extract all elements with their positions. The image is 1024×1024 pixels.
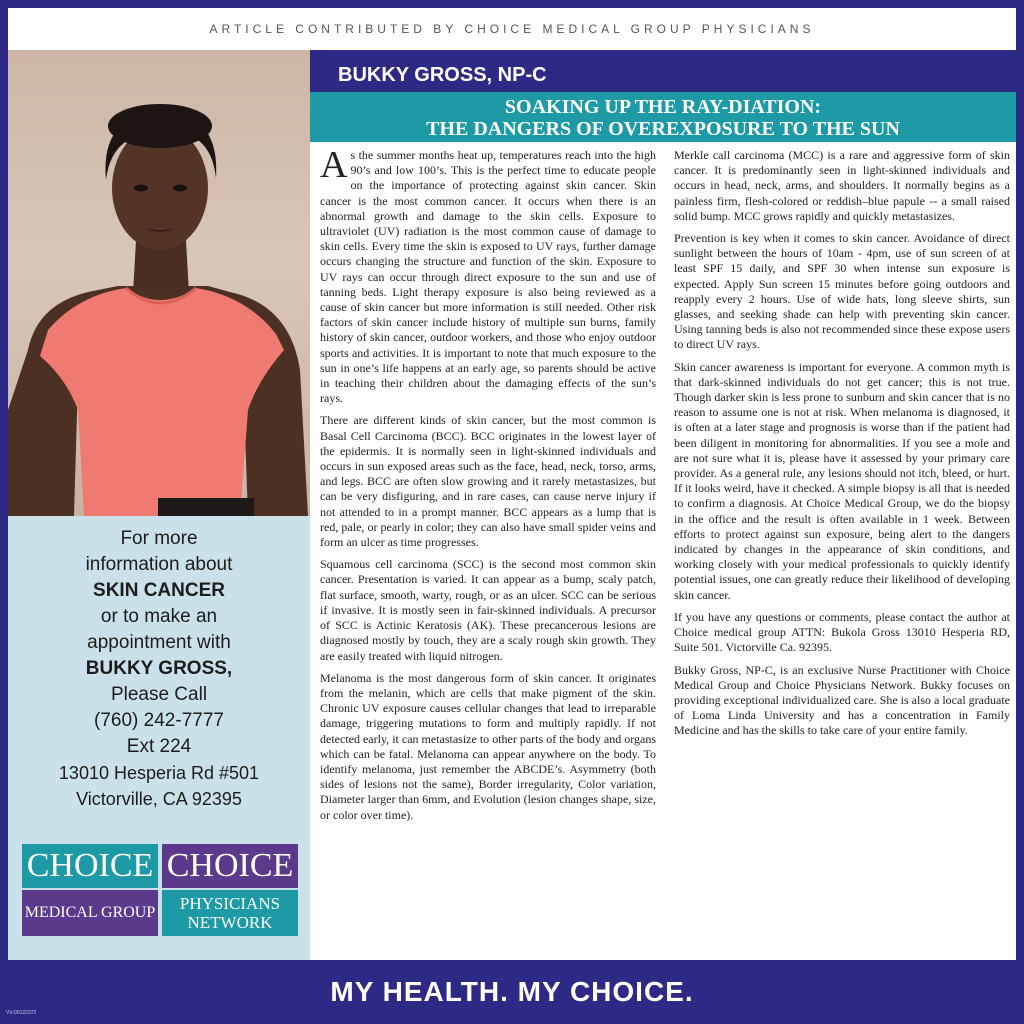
sidebar-line: Please Call [110, 684, 208, 705]
paragraph: If you have any questions or comments, please contact the author at Choice medical group ATTN: Bukola Gross 13010 Hesperia RD, Suite 501. Victorville Ca. 92395. [674, 609, 1010, 655]
phone-number[interactable]: (760) 242-7777 [94, 710, 224, 731]
author-name: BUKKY GROSS, NP-C [338, 63, 547, 86]
article-body [310, 142, 1016, 960]
ad-code: VV-00122372 [6, 1010, 37, 1016]
paragraph: Prevention is key when it comes to skin cancer. Avoidance of direct sunlight between the hours of 10am - 4pm, use of sun screen of at least SPF 15 daily, and SPF 30 when intense sun exposure is expected. Apply Sun screen 15 minutes before going outdoors and reapply every 2 hours. Use of wide hats, long sleeve shirts, sun glasses, and seeking shade can help with preventing skin cancer. Using tanning beds is also not recommended since these expose users to direct UV rays. [674, 231, 1010, 352]
physicians-text: PHYSICIANS [179, 894, 281, 913]
paragraph: Bukky Gross, NP-C, is an exclusive Nurse Practitioner with Choice Medical Group and Choice Physicians Network. Bukky focuses on providing exceptional individualized care. She is also a local graduate of Loma Linda University and has a concentration in Family Medicine and has the skills to take care of your entire family. [674, 662, 1010, 738]
sidebar-line: appointment with [87, 632, 231, 653]
physicians-network-logo [162, 890, 298, 936]
contributed-by-text: ARTICLE CONTRIBUTED BY CHOICE MEDICAL GROUP PHYSICIANS [209, 22, 815, 36]
sidebar-line: For more [120, 528, 198, 549]
contact-sidebar [8, 516, 310, 960]
header-banner [8, 8, 1016, 50]
article-title [310, 92, 1016, 142]
choice-medical-logo-top: CHOICE [22, 844, 158, 888]
author-photo [8, 50, 310, 516]
address-line2: Victorville, CA 92395 [76, 789, 242, 809]
article-column-right [674, 148, 1010, 746]
paragraph: There are different kinds of skin cancer, but the most common is Basal Cell Carcinoma (BCC). BCC originates in the lowest layer of the epidermis. It is normally seen in light-skinned individuals and occurs in sun exposed areas such as the face, head, neck, torso, arms, and legs. BCC are often slow growing and it rarely metastasizes, but can be very disfiguring, and in rare cases, can cause nerve injury if not attended to in a prompt manner. BCC appears as a lump that is red, pale, or pearly in color; they can also have small spider veins and form an ulcer as time progresses. [320, 413, 656, 550]
paragraph: Merkle call carcinoma (MCC) is a rare and aggressive form of skin cancer. It is predominantly seen in light-skinned individuals and occurs in head, neck, arms, and shoulders. It normally begins as a painless firm, flesh-colored or reddish–blue papule -- a small raised solid bump. MCC grows rapidly and quickly metastasizes. [674, 148, 1010, 223]
address-line1: 13010 Hesperia Rd #501 [58, 763, 260, 783]
paragraph: Skin cancer awareness is important for everyone. A common myth is that dark-skinned individuals do not get cancer; this is not true. Though darker skin is less prone to sunburn and skin cancer that is no reason to assume one is not at risk. When melanoma is diagnosed, it is often at a later stage and prognosis is worse than if the patient had been diligent in monitoring for abnormalities. If you see a mole and are not sure what it is, please have it assessed by your primary care provider. As a general rule, any lesions should not itch, bleed, or hurt. If it looks weird, have it checked. A simple biopsy is all that is needed to confirm a diagnosis. At Choice Medical Group, we do the biopsy in the office and the result is often available in 1 week. Between efforts to protect against sun exposure, being alert to the dangers indicated by changes in the appearance of skin conditions, and working closely with your medical professionals to quickly identify potential issues, one can greatly reduce their likelihood of developing skin cancer. [674, 359, 1010, 602]
slogan: MY HEALTH. MY CHOICE. [330, 976, 694, 1007]
logos [22, 844, 298, 940]
footer-banner [0, 960, 1024, 1024]
phone-extension: Ext 224 [126, 736, 192, 757]
title-line2: THE DANGERS OF OVEREXPOSURE TO THE SUN [426, 118, 900, 140]
sidebar-line: or to make an [100, 606, 218, 627]
author-portrait-illustration [8, 50, 310, 516]
choice-physicians-logo-top: CHOICE [162, 844, 298, 888]
article-column-left [320, 144, 656, 830]
drop-cap: A [320, 144, 348, 186]
sidebar-author-name: BUKKY GROSS, [85, 658, 233, 679]
author-byline [310, 58, 1016, 92]
sidebar-line: information about [85, 554, 233, 575]
title-line1: SOAKING UP THE RAY-DIATION: [504, 96, 822, 118]
paragraph: Melanoma is the most dangerous form of skin cancer. It originates from the melanin, which are cells that make pigment of the skin. Chronic UV exposure causes cellular changes that lead to irreparable damage, triggering mutations to form and multiply rapidly. If not detected early, it can metastasize to other parts of the body and organs which can be fatal. Melanoma can appear anywhere on the body. To identify melanoma, just remember the ABCDE’s. Asymmetry (both sides of lesions not the same), Border irregularity, Color variation, Diameter larger than 6mm, and Evolution (lesion changes shape, size, or color over time). [320, 670, 656, 822]
sidebar-topic: SKIN CANCER [93, 580, 225, 601]
paragraph: As the summer months heat up, temperatures reach into the high 90’s and low 100’s. This is the perfect time to educate people on the importance of protecting against skin cancer. Skin cancer is the most common cancer. It occurs when there is an abnormal growth and damage to the skin cells. Exposure to ultraviolet (UV) radiation is the most common cause of damage to skin cells. Every time the skin is exposed to UV rays, further damage occurs changing the structure and function of the skin. Exposure to UV rays can occur through direct exposure to the sun and use of tanning beds. Light therapy exposure is also being reviewed as a cause of skin cancer but more information is still needed. Other risk factors of skin cancer include history of multiple sun burns, family history of skin cancer, outdoor workers, and those who enjoy outdoor sports and activities. It is important to note that much exposure to the sun in one’s life happens at an early age, so parents should be active in teaching their children about the damaging effects of the sun’s rays. [320, 144, 656, 406]
paragraph: Squamous cell carcinoma (SCC) is the second most common skin cancer. Presentation is varied. It can appear as a bump, scaly patch, flat surface, smooth, warty, rough, or as an ulcer. SCC can be serious if invasive. It is mostly seen in fair-skinned individuals. A precursor of SCC is Actinic Keratosis (AK). These precancerous lesions are diagnosed mostly by touch, they are a scaly rough skin growth. They are easily treated with liquid nitrogen. [320, 557, 656, 663]
medical-group-logo-text: MEDICAL GROUP [22, 890, 158, 936]
network-text: NETWORK [187, 913, 273, 932]
